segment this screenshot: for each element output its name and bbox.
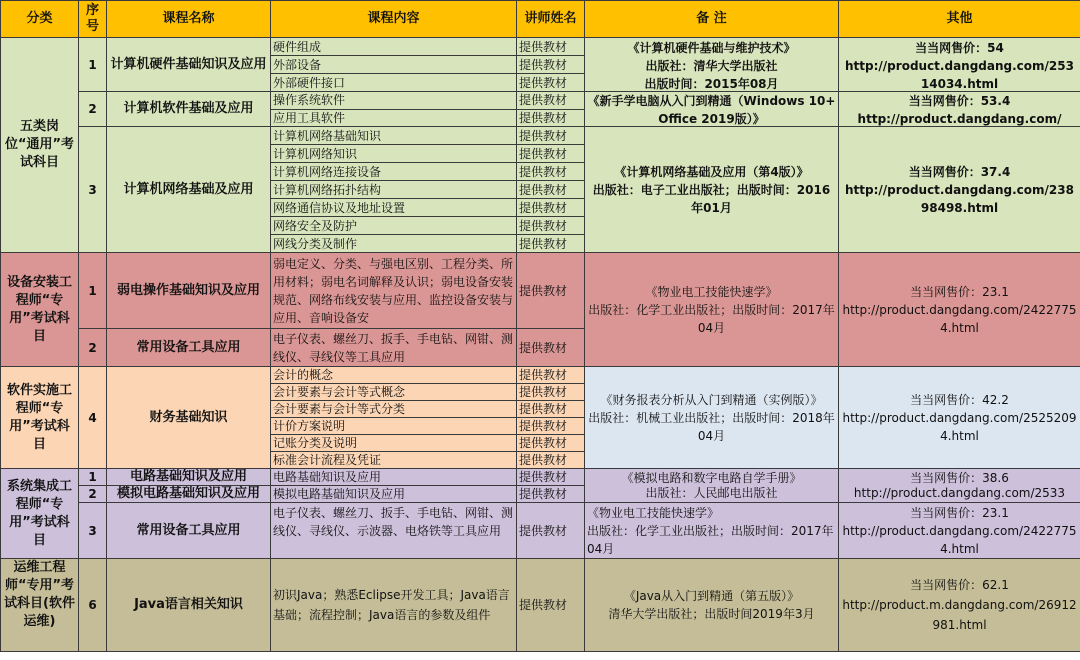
seq-cell: 2 <box>79 486 107 503</box>
header-other: 其他 <box>839 1 1080 38</box>
table-row <box>1 92 1080 110</box>
content-item: 网络通信协议及地址设置 <box>271 199 517 217</box>
content-item: 外部设备 <box>271 56 517 74</box>
other-cell <box>839 253 1080 367</box>
content-item: 计价方案说明 <box>271 418 517 435</box>
content-item: 网络安全及防护 <box>271 217 517 235</box>
note-text: 《计算机硬件基础与维护技术》 出版社：清华大学出版社 出版时间：2015年08月 <box>627 40 796 91</box>
other-cell <box>839 92 1080 127</box>
table-row <box>1 367 1080 384</box>
note-cell <box>585 38 839 92</box>
teacher-cell: 提供教材 <box>517 253 585 329</box>
other-text: 当当网售价：53.4 http://product.dangdang.com/ <box>857 94 1062 126</box>
seq-cell: 6 <box>79 559 107 652</box>
course-name-cell: 计算机硬件基础知识及应用 <box>107 38 271 92</box>
header-note: 备 注 <box>585 1 839 38</box>
teacher-cell: 提供教材 <box>517 418 585 435</box>
seq-cell: 4 <box>79 367 107 469</box>
other-text: 当当网售价：42.2 http://product.dangdang.com/25252094.html <box>842 392 1077 443</box>
note-text: 《物业电工技能快速学》 出版社：化学工业出版社；出版时间：2017年04月 <box>588 284 835 335</box>
category-cell <box>1 559 79 652</box>
other-cell <box>839 367 1080 469</box>
category-cell: 系统集成工程师“专用”考试科目 <box>1 469 79 559</box>
note-text: 《计算机网络基础及应用（第4版）》 出版社：电子工业出版社；出版时间：2016年01月 <box>592 164 831 215</box>
teacher-cell: 提供教材 <box>517 181 585 199</box>
course-name-cell: 常用设备工具应用 <box>107 329 271 367</box>
note-text: 《物业电工技能快速学》 出版社：化学工业出版社；出版时间：2017年04月 <box>587 505 834 556</box>
other-text: 当当网售价：62.1 http://product.m.dangdang.com/26912981.html <box>842 578 1077 632</box>
teacher-cell: 提供教材 <box>517 217 585 235</box>
content-item: 计算机网络基础知识 <box>271 127 517 145</box>
content-item: 计算机网络拓扑结构 <box>271 181 517 199</box>
content-item: 会计要素与会计等式分类 <box>271 401 517 418</box>
other-text: 当当网售价：38.6 http://product.dangdang.com/2533 <box>853 470 1066 500</box>
course-name-cell: Java语言相关知识 <box>107 559 271 652</box>
teacher-cell: 提供教材 <box>517 109 585 127</box>
note-text: 《新手学电脑从入门到精通（Windows 10+Office 2019版）》 <box>587 94 836 126</box>
course-name-cell: 财务基础知识 <box>107 367 271 469</box>
content-item: 记账分类及说明 <box>271 435 517 452</box>
header-course-content: 课程内容 <box>271 1 517 38</box>
other-cell <box>839 469 1080 503</box>
content-item: 会计的概念 <box>271 367 517 384</box>
content-item: 计算机网络知识 <box>271 145 517 163</box>
table-row <box>1 469 1080 486</box>
note-text: 《Java从入门到精通（第五版）》 清华大学出版社；出版时间2019年3月 <box>608 589 815 621</box>
other-text: 当当网售价：54 http://product.dangdang.com/25314034.html <box>845 40 1074 91</box>
header-seq: 序号 <box>79 1 107 38</box>
teacher-cell: 提供教材 <box>517 469 585 486</box>
table-row <box>1 38 1080 56</box>
other-cell <box>839 503 1080 559</box>
other-cell <box>839 38 1080 92</box>
content-item: 应用工具软件 <box>271 109 517 127</box>
other-text: 当当网售价：37.4 http://product.dangdang.com/23898498.html <box>845 164 1074 215</box>
table-row <box>1 253 1080 329</box>
teacher-cell: 提供教材 <box>517 74 585 92</box>
course-name-cell: 常用设备工具应用 <box>107 503 271 559</box>
seq-cell: 3 <box>79 503 107 559</box>
content-item: 标准会计流程及凭证 <box>271 452 517 469</box>
seq-cell: 3 <box>79 127 107 253</box>
teacher-cell: 提供教材 <box>517 401 585 418</box>
content-cell <box>271 559 517 652</box>
content-item: 硬件组成 <box>271 38 517 56</box>
teacher-cell: 提供教材 <box>517 452 585 469</box>
seq-cell: 1 <box>79 253 107 329</box>
content-text: 初识Java；熟悉Eclipse开发工具；Java语言基础；流程控制；Java语言的参数及组件 <box>273 588 510 622</box>
teacher-cell: 提供教材 <box>517 367 585 384</box>
teacher-cell: 提供教材 <box>517 384 585 401</box>
content-text: 弱电定义、分类、与强电区别、工程分类、所用材料；弱电名词解释及认识；弱电设备安装规范、网络布线安装与应用、监控设备安装与应用、音响设备安 <box>273 256 514 325</box>
teacher-cell: 提供教材 <box>517 163 585 181</box>
course-name-cell: 模拟电路基础知识及应用 <box>107 486 271 503</box>
teacher-cell: 提供教材 <box>517 127 585 145</box>
note-text: 《财务报表分析从入门到精通（实例版）》 出版社：机械工业出版社；出版时间：2018年04月 <box>588 392 835 443</box>
other-text: 当当网售价：23.1 http://product.dangdang.com/24227754.html <box>842 284 1077 335</box>
note-cell <box>585 92 839 127</box>
content-cell <box>271 329 517 367</box>
content-item: 电路基础知识及应用 <box>271 469 517 486</box>
content-cell <box>271 503 517 559</box>
category-cell: 设备安装工程师“专用”考试科目 <box>1 253 79 367</box>
header-teacher: 讲师姓名 <box>517 1 585 38</box>
note-cell <box>585 253 839 367</box>
content-cell <box>271 253 517 329</box>
teacher-cell: 提供教材 <box>517 503 585 559</box>
seq-cell: 2 <box>79 92 107 127</box>
teacher-cell: 提供教材 <box>517 435 585 452</box>
header-course-name: 课程名称 <box>107 1 271 38</box>
seq-cell: 2 <box>79 329 107 367</box>
course-name-cell: 计算机软件基础及应用 <box>107 92 271 127</box>
note-cell <box>585 503 839 559</box>
content-item: 模拟电路基础知识及应用 <box>271 486 517 503</box>
category-cell: 软件实施工程师“专用”考试科目 <box>1 367 79 469</box>
other-cell <box>839 127 1080 253</box>
seq-cell: 1 <box>79 38 107 92</box>
content-item: 操作系统软件 <box>271 92 517 110</box>
note-text: 《模拟电路和数字电路自学手册》 出版社：人民邮电出版社 <box>621 470 802 500</box>
teacher-cell: 提供教材 <box>517 56 585 74</box>
teacher-cell: 提供教材 <box>517 329 585 367</box>
course-name-cell: 电路基础知识及应用 <box>107 469 271 486</box>
course-name-cell: 弱电操作基础知识及应用 <box>107 253 271 329</box>
other-text: 当当网售价：23.1 http://product.dangdang.com/24227754.html <box>842 505 1077 556</box>
note-cell <box>585 469 839 503</box>
table-row <box>1 127 1080 145</box>
note-cell <box>585 559 839 652</box>
teacher-cell: 提供教材 <box>517 92 585 110</box>
teacher-cell: 提供教材 <box>517 145 585 163</box>
teacher-cell: 提供教材 <box>517 199 585 217</box>
content-item: 会计要素与会计等式概念 <box>271 384 517 401</box>
header-row <box>1 1 1080 38</box>
teacher-cell: 提供教材 <box>517 38 585 56</box>
other-cell <box>839 559 1080 652</box>
note-cell <box>585 367 839 469</box>
content-item: 外部硬件接口 <box>271 74 517 92</box>
category-cell: 五类岗位“通用”考试科目 <box>1 38 79 253</box>
content-item: 计算机网络连接设备 <box>271 163 517 181</box>
teacher-cell: 提供教材 <box>517 559 585 652</box>
teacher-cell: 提供教材 <box>517 486 585 503</box>
teacher-cell: 提供教材 <box>517 235 585 253</box>
category-text: 运维工程师“专用”考试科目(软件运维) <box>4 560 75 629</box>
content-text: 电子仪表、螺丝刀、扳手、手电钻、网钳、测线仪、寻线仪等工具应用 <box>273 331 514 364</box>
content-item: 网线分类及制作 <box>271 235 517 253</box>
table-row <box>1 559 1080 652</box>
header-category: 分类 <box>1 1 79 38</box>
table-row <box>1 503 1080 559</box>
content-text: 电子仪表、螺丝刀、扳手、手电钻、网钳、测线仪、寻线仪、示波器、电烙铁等工具应用 <box>273 505 514 538</box>
seq-cell: 1 <box>79 469 107 486</box>
course-name-cell: 计算机网络基础及应用 <box>107 127 271 253</box>
note-cell <box>585 127 839 253</box>
